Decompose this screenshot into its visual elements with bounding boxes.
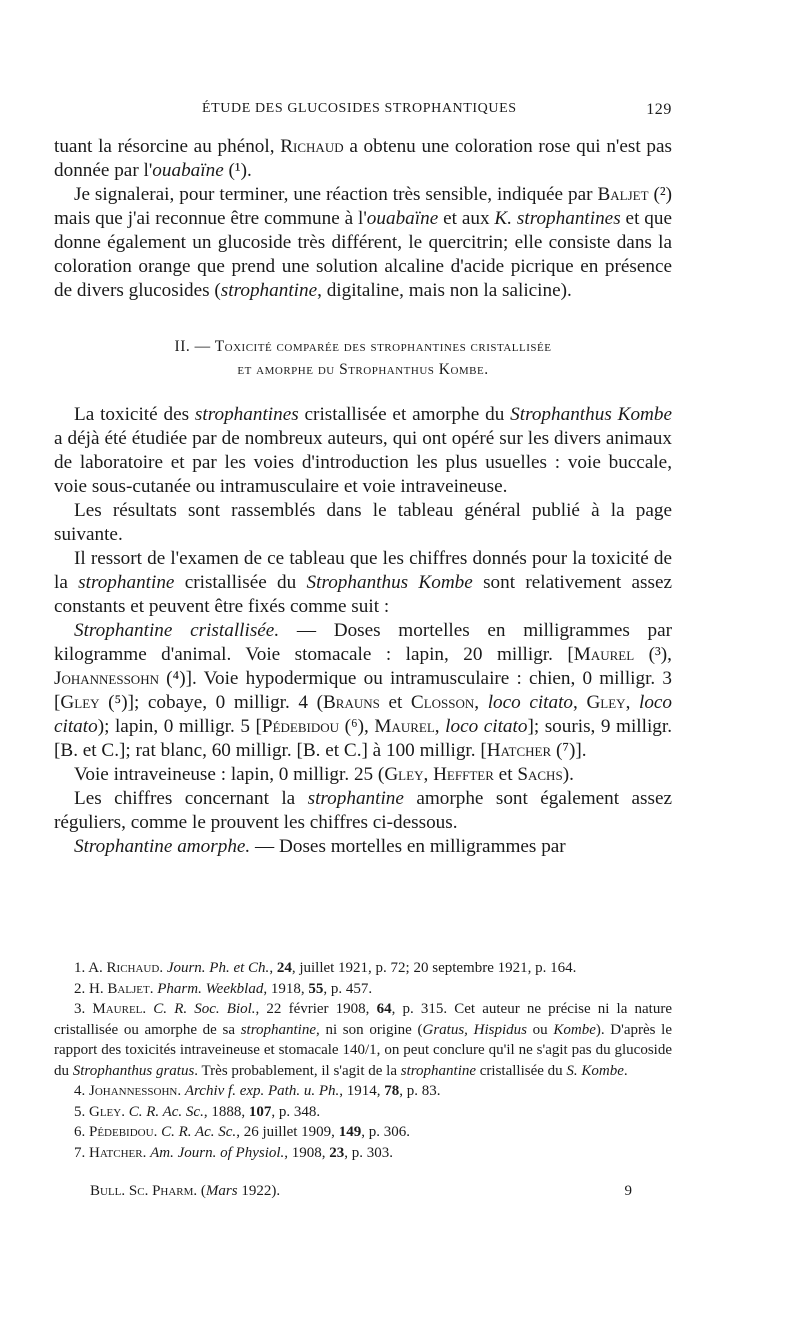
- paragraph-1: tuant la résorcine au phénol, Richaud a obtenu une coloration rose qui n'est pas donnée par l'ouabaïne (¹).: [54, 136, 672, 181]
- body-text: [54, 135, 672, 859]
- paragraph-9: Strophantine amorphe. — Doses mortelles en milligrammes par: [74, 836, 566, 857]
- footnotes: [54, 958, 672, 1163]
- paragraph-2: Je signalerai, pour terminer, une réaction très sensible, indiquée par Baljet (²) mais que j'ai reconnue être commune à l'ouabaïne et aux K. strophantines et que donne également un glucoside très différent, le quercitrin; elle consiste dans la coloration orange que prend une solution alcaline d'acide picrique en présence de divers glucosides (strophantine, digitaline, mais non la salicine).: [54, 184, 672, 301]
- paragraph-7: Voie intraveineuse : lapin, 0 milligr. 25 (Gley, Heffter et Sachs).: [74, 764, 574, 785]
- paragraph-5: Il ressort de l'examen de ce tableau que les chiffres donnés pour la toxicité de la strophantine cristallisée du Strophanthus Kombe sont relativement assez constants et peuvent être fixés comme suit :: [54, 548, 672, 617]
- author-name: Baljet: [597, 184, 649, 205]
- paragraph-4: Les résultats sont rassemblés dans le tableau général publié à la page suivante.: [54, 500, 672, 545]
- running-title: ÉTUDE DES GLUCOSIDES STROPHANTIQUES: [202, 101, 517, 116]
- footnote-6: 6. Pédebidou. C. R. Ac. Sc., 26 juillet 1909, 149, p. 306.: [74, 1124, 410, 1140]
- footnote-5: 5. Gley. C. R. Ac. Sc., 1888, 107, p. 348.: [74, 1103, 321, 1120]
- footnote-1: 1. A. Richaud. Journ. Ph. et Ch., 24, juillet 1921, p. 72; 20 septembre 1921, p. 164.: [74, 960, 577, 976]
- running-head: [54, 101, 672, 121]
- paragraph-8: Les chiffres concernant la strophantine amorphe sont également assez réguliers, comme le prouvent les chiffres ci-dessous.: [54, 788, 672, 833]
- paragraph-3: La toxicité des strophantines cristallisée et amorphe du Strophanthus Kombe a déjà été étudiée par de nombreux auteurs, qui ont opéré sur les divers animaux de laboratoire et par les voies d'introduction les plus usuelles : voie buccale, voie sous-cutanée ou intramusculaire et voie intraveineuse.: [54, 404, 672, 497]
- section-heading: II. — Toxicité comparée des strophantines cristallisée et amorphe du Strophanthus Kombe.: [174, 338, 552, 378]
- paragraph-6: Strophantine cristallisée. — Doses mortelles en milligrammes par kilogramme d'animal. Voie stomacale : lapin, 20 milligr. [Maurel (³), Johannessohn (⁴)]. Voie hypodermique ou intramusculaire : chien, 0 milligr. 3 [Gley (⁵)]; cobaye, 0 milligr. 4 (Brauns et Closson, loco citato, Gley, loco citato); lapin, 0 milligr. 5 [Pédebidou (⁶), Maurel, loco citato]; souris, 9 milligr. [B. et C.]; rat blanc, 60 milligr. [B. et C.] à 100 milligr. [Hatcher (⁷)].: [54, 620, 673, 761]
- footnote-7: 7. Hatcher. Am. Journ. of Physiol., 1908, 23, p. 303.: [74, 1144, 394, 1161]
- footnote-2: 2. H. Baljet. Pharm. Weekblad, 1918, 55, p. 457.: [74, 980, 373, 997]
- author-name: Richaud: [280, 136, 344, 157]
- page-number: 129: [646, 101, 672, 118]
- footnote-4: 4. Johannessohn. Archiv f. exp. Path. u. Ph., 1914, 78, p. 83.: [74, 1083, 441, 1099]
- footnote-3: 3. Maurel. C. R. Soc. Biol., 22 février 1908, 64, p. 315. Cet auteur ne précise ni la nature cristallisée ou amorphe de sa strophantine, ni son origine (Gratus, Hispidus ou Kombe). D'après le rapport des toxicités intraveineuse et stomacale 140/1, on peut conclure qu'il ne s'agit pas du glucoside du Strophanthus gratus. Très probablement, il s'agit de la strophantine cristallisée du S. Kombe.: [54, 1001, 672, 1079]
- signature-mark: 9: [624, 1183, 632, 1199]
- journal-reference: Bull. Sc. Pharm. (Mars 1922).: [90, 1183, 281, 1199]
